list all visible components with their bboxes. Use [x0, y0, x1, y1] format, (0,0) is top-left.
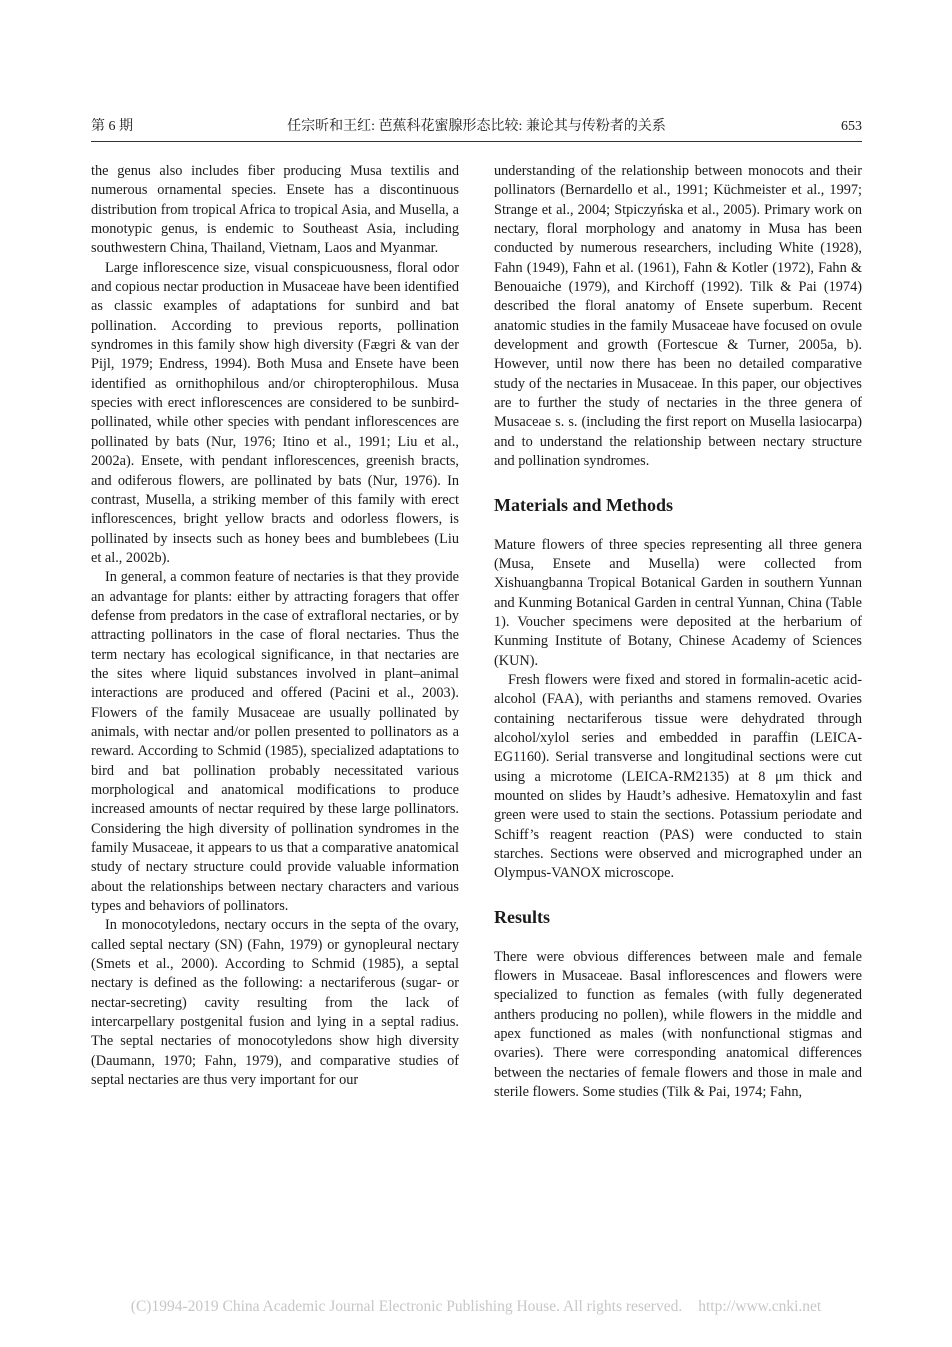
running-title: 任宗昕和王红: 芭蕉科花蜜腺形态比较: 兼论其与传粉者的关系 [287, 119, 666, 134]
paragraph: Fresh flowers were fixed and stored in formalin-acetic acid-alcohol (FAA), with perianths and stamens removed. Ovaries containing nectariferous tissue were dehydrated through alcohol/xylol series and embedded in paraffin (LEICA-EG1160). Serial transverse and longitudinal sections were cut using a microtome (LEICA-RM2135) at 8 μm thick and mounted on slides by Haudt’s adhesive. Hematoxylin and fast green were used to stain the sections. Potassium periodate and Schiff’s reagent reaction (PAS) were conducted to stain starches. Sections were observed and micrographed under an Olympus-VANOX microscope. [494, 671, 862, 882]
header-divider [91, 141, 862, 142]
copyright-notice: (C)1994-2019 China Academic Journal Electronic Publishing House. All rights reserved. [130, 1298, 683, 1315]
section-spacer [494, 516, 862, 536]
section-heading-methods: Materials and Methods [494, 494, 673, 515]
left-column [91, 162, 459, 1091]
section-spacer [494, 472, 862, 494]
paragraph: Mature flowers of three species representing all three genera (Musa, Ensete and Musella) were collected from Xishuangbanna Tropical Botanical Garden in southern Yunnan and Kunming Botanical Garden in central Yunnan, China (Table 1). Voucher specimens were deposited at the herbarium of Kunming Institute of Botany, Chinese Academy of Sciences (KUN). [494, 536, 862, 669]
section-heading-results: Results [494, 906, 551, 927]
paragraph: In monocotyledons, nectary occurs in the septa of the ovary, called septal nectary (SN) (Fahn, 1979) or gynopleural nectary (Smets et al., 2000). According to Schmid (1985), a septal nectary is defined as the following: a nectariferous (sugar- or nectar-secreting) cavity resulting from the lack of intercarpellary postgenital fusion and lying in a septal radius. The septal nectaries of monocotyledons show high diversity (Daumann, 1970; Fahn, 1979), and comparative studies of septal nectaries are thus very important for our [91, 917, 459, 1089]
paragraph: There were obvious differences between male and female flowers in Musaceae. Basal inflorescences and flowers were specialized to function as females (with fully degenerated anthers producing no pollen), while flowers in the middle and apex functioned as males (with nonfunctional stigmas and ovaries). There were corresponding anatomical differences between the nectaries of female flowers and those in male and sterile flowers. Some studies (Tilk & Pai, 1974; Fahn, [494, 948, 862, 1101]
footer [0, 1298, 952, 1316]
issue-number: 第 6 期 [91, 119, 133, 134]
running-header [91, 118, 862, 140]
paragraph: In general, a common feature of nectaries is that they provide an advantage for plants: either by attracting foragers that offer defense from predators in the case of extrafloral nectaries, or by attracting pollinators in the case of floral nectaries. Thus the term nectary has ecological significance, in that nectaries are the sites where liquid substances involved in plant–animal interactions are produced and offered (Pacini et al., 2003). Flowers of the family Musaceae are usually pollinated by animals, with nectar and/or pollen presented to pollinators as a reward. According to Schmid (1985), specialized adaptations to bird and bat pollination probably necessitated various morphological and anatomical modifications to produce increased amounts of nectar required by these large pollinators. Considering the high diversity of pollination syndromes in the family Musaceae, it appears to us that a comparative anatomical study of nectary structure could provide valuable information about the relationships between nectary characters and various types and behaviors of pollinators. [91, 569, 459, 915]
section-spacer [494, 928, 862, 948]
page-number: 653 [841, 119, 862, 134]
paragraph: Large inflorescence size, visual conspicuousness, floral odor and copious nectar production in Musaceae have been identified as classic examples of adaptations for sunbird and bat pollination. According to previous reports, pollination syndromes in this family show high diversity (Fægri & van der Pijl, 1979; Endress, 1994). Both Musa and Ensete have been identified as ornithophilous and/or chiropterophilous. Musa species with erect inflorescences are considered to be sunbird-pollinated, while other species with pendant inflorescences are pollinated by bats (Nur, 1976; Itino et al., 1991; Liu et al., 2002a). Ensete, with pendant inflorescences, greenish bracts, and odiferous flowers, are pollinated by bats (Nur, 1976). In contrast, Musella, a striking member of this family with erect inflorescences, bright yellow bracts and odorless flowers, is pollinated by insects such as honey bees and bumblebees (Liu et al., 2002b). [91, 259, 459, 566]
paragraph: the genus also includes fiber producing Musa textilis and numerous ornamental species. Ensete has a discontinuous distribution from tropical Africa to tropical Asia, and Musella, a monotypic genus, is endemic to Southeast Asia, including southwestern China, Thailand, Vietnam, Laos and Myanmar. [91, 163, 459, 257]
paragraph: understanding of the relationship between monocots and their pollinators (Bernardello et al., 1991; Küchmeister et al., 1997; Strange et al., 2004; Stpiczyńska et al., 2005). Primary work on nectary, floral morphology and anatomy in Musa has been conducted by numerous researchers, including White (1928), Fahn (1949), Fahn et al. (1961), Fahn & Kotler (1972), Fahn & Benouaiche (1979), and Kirchoff (1992). Tilk & Pai (1974) described the floral anatomy of Ensete superbum. Recent anatomic studies in the family Musaceae have focused on ovule development and growth (Fortescue & Turner, 2005a, b). However, until now there has been no detailed comparative study of the nectaries in Musaceae. In this paper, our objectives are to further the study of nectaries in the three genera of Musaceae s. s. (including the first report on Musella lasiocarpa) and to understand the relationship between nectary structure and pollination syndromes. [494, 163, 862, 470]
section-spacer [494, 884, 862, 906]
right-column [494, 162, 862, 1102]
footer-url: http://www.cnki.net [698, 1298, 822, 1315]
